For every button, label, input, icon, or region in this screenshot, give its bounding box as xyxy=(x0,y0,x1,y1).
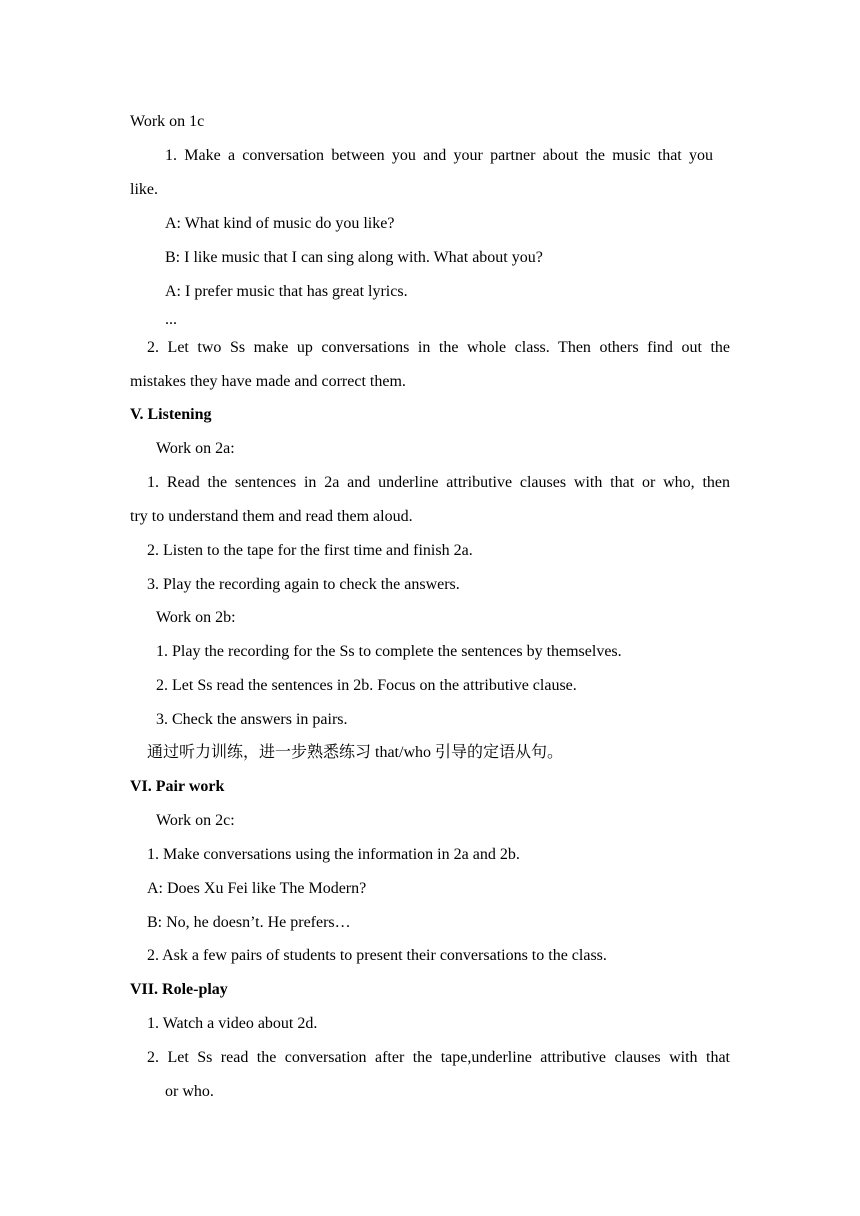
dialog-ellipsis: ... xyxy=(165,311,177,328)
item-1c-1-line2: like. xyxy=(130,181,158,198)
item-1c-1-line1: 1. Make a conversation between you and your partner about the music that you xyxy=(165,147,713,164)
dialog-line-a: A: Does Xu Fei like The Modern? xyxy=(147,880,367,897)
subheading-work-2c: Work on 2c: xyxy=(156,812,235,829)
item-1c-2-line1: 2. Let two Ss make up conversations in the whole class. Then others find out the xyxy=(147,339,730,356)
item-2c-2: 2. Ask a few pairs of students to present their conversations to the class. xyxy=(147,947,607,964)
item-2a-2: 2. Listen to the tape for the first time and finish 2a. xyxy=(147,542,473,559)
item-2d-2-line1: 2. Let Ss read the conversation after the tape,underline attributive clauses with that xyxy=(147,1049,730,1066)
section-title-listening: V. Listening xyxy=(130,406,212,423)
item-2b-3: 3. Check the answers in pairs. xyxy=(156,711,348,728)
item-1c-2-line2: mistakes they have made and correct them. xyxy=(130,373,406,390)
item-2a-1-line1: 1. Read the sentences in 2a and underline attributive clauses with that or who, then xyxy=(147,474,730,491)
item-2a-1-line2: try to understand them and read them aloud. xyxy=(130,508,413,525)
item-2b-2: 2. Let Ss read the sentences in 2b. Focus on the attributive clause. xyxy=(156,677,577,694)
dialog-line-b: B: No, he doesn’t. He prefers… xyxy=(147,914,351,931)
item-2d-1: 1. Watch a video about 2d. xyxy=(147,1015,318,1032)
item-2a-3: 3. Play the recording again to check the answers. xyxy=(147,576,460,593)
item-2b-1: 1. Play the recording for the Ss to complete the sentences by themselves. xyxy=(156,643,622,660)
section-heading-work-1c: Work on 1c xyxy=(130,113,205,130)
dialog-line-b1: B: I like music that I can sing along with. What about you? xyxy=(165,249,543,266)
listening-note: 通过听力训练，进一步熟悉练习 that/who 引导的定语从句。 xyxy=(147,744,563,761)
dialog-line-a1: A: What kind of music do you like? xyxy=(165,215,395,232)
item-2c-1: 1. Make conversations using the information in 2a and 2b. xyxy=(147,846,520,863)
subheading-work-2b: Work on 2b: xyxy=(156,609,236,626)
dialog-line-a2: A: I prefer music that has great lyrics. xyxy=(165,283,408,300)
item-2d-2-line2: or who. xyxy=(165,1083,214,1100)
subheading-work-2a: Work on 2a: xyxy=(156,440,235,457)
section-title-pair-work: VI. Pair work xyxy=(130,778,225,795)
section-title-role-play: VII. Role-play xyxy=(130,981,228,998)
